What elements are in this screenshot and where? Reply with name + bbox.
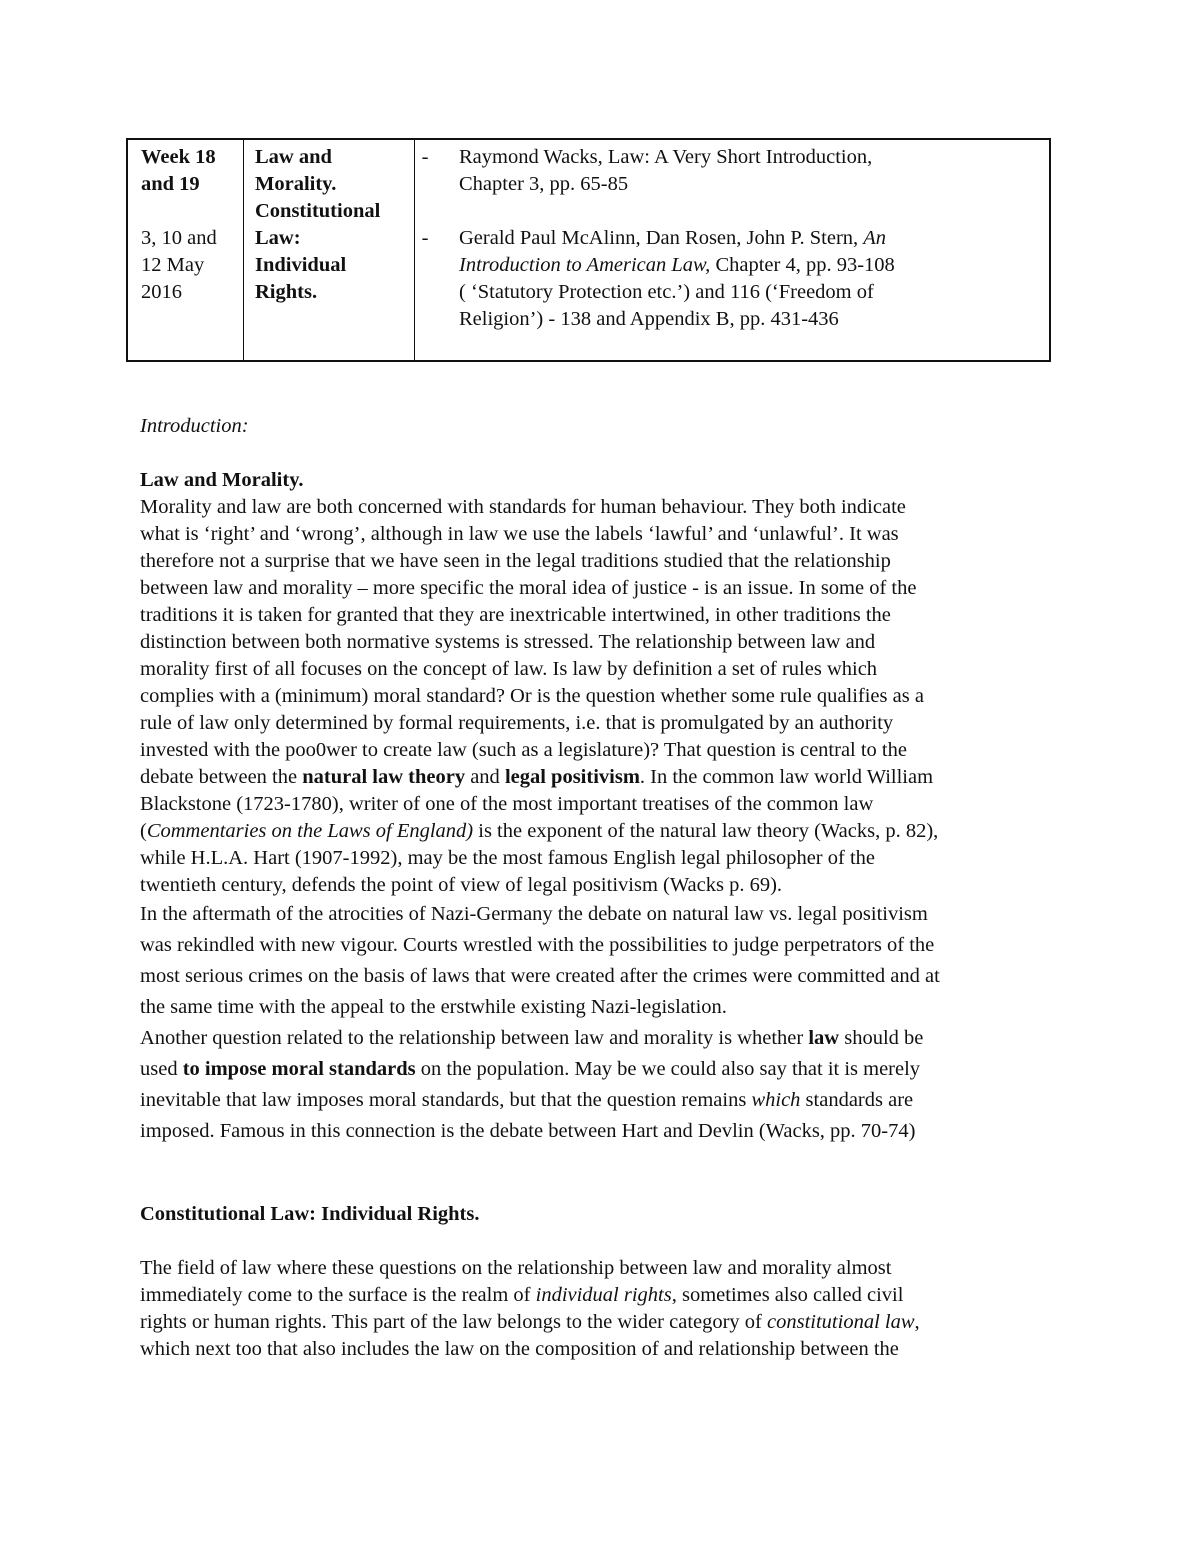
section-heading: Constitutional Law: Individual Rights. [140,1203,480,1225]
text-line: Morality and law are both concerned with standards for human behaviour. They both indicate [140,496,906,518]
topic-line: Morality. [255,173,337,195]
text-line: most serious crimes on the basis of laws that were created after the crimes were committed and at [140,965,940,987]
section-heading: Law and Morality. [140,469,304,491]
reading-text: Chapter 3, pp. 65-85 [459,173,629,195]
text-line: the same time with the appeal to the erstwhile existing Nazi-legislation. [140,996,727,1018]
week-cell [128,140,244,360]
text-line: what is ‘right’ and ‘wrong’, although in law we use the labels ‘lawful’ and ‘unlawful’. It was [140,523,899,545]
week-label: Week 18 [141,146,216,168]
reading-text: ( ‘Statutory Protection etc.’) and 116 (‘Freedom of [459,281,874,303]
text-line: between law and morality – more specific the moral idea of justice - is an issue. In some of the [140,577,917,599]
reading-text: Introduction to American Law, Chapter 4, pp. 93-108 [459,254,895,276]
list-dash: - [421,227,429,249]
text-line: (Commentaries on the Laws of England) is the exponent of the natural law theory (Wacks, p. 82), [140,820,939,842]
topic-line: Rights. [255,281,318,303]
text-line: distinction between both normative systems is stressed. The relationship between law and [140,631,876,653]
paragraph [140,1255,1070,1363]
topic-line: Constitutional [255,200,381,222]
readings-cell [415,140,1049,360]
text-line: while H.L.A. Hart (1907-1992), may be the most famous English legal philosopher of the [140,847,876,869]
text-line: The field of law where these questions on the relationship between law and morality almost [140,1257,892,1279]
text-line: was rekindled with new vigour. Courts wrestled with the possibilities to judge perpetrators of the [140,934,935,956]
topic-line: Law and [255,146,332,168]
reading-item [421,144,1031,198]
week-date: 12 May [141,254,205,276]
text-line: traditions it is taken for granted that they are inextricable intertwined, in other traditions the [140,604,891,626]
intro-label: Introduction: [140,415,249,437]
text-line: therefore not a surprise that we have seen in the legal traditions studied that the relationship [140,550,891,572]
topic-cell [244,140,415,360]
week-date: 2016 [141,281,182,303]
topic-line: Individual [255,254,347,276]
text-line: invested with the poo0wer to create law (such as a legislature)? That question is central to the [140,739,907,761]
text-line: used to impose moral standards on the population. May be we could also say that it is merely [140,1058,921,1080]
text-line: rights or human rights. This part of the law belongs to the wider category of constitutional law, [140,1311,920,1333]
text-line: Another question related to the relationship between law and morality is whether law should be [140,1027,924,1049]
reading-text: Gerald Paul McAlinn, Dan Rosen, John P. Stern, An [459,227,887,249]
text-line: imposed. Famous in this connection is the debate between Hart and Devlin (Wacks, pp. 70-74) [140,1120,916,1142]
text-line: twentieth century, defends the point of view of legal positivism (Wacks p. 69). [140,874,783,896]
week-label: and 19 [141,173,200,195]
reading-item [421,225,1031,333]
text-line: which next too that also includes the law on the composition of and relationship between the [140,1338,899,1360]
reading-text: Religion’) - 138 and Appendix B, pp. 431-436 [459,308,839,330]
paragraph [140,494,1070,899]
list-dash: - [421,146,429,168]
text-line: rule of law only determined by formal requirements, i.e. that is promulgated by an authority [140,712,894,734]
text-line: debate between the natural law theory and legal positivism. In the common law world William [140,766,934,788]
text-line: complies with a (minimum) moral standard? Or is the question whether some rule qualifies as a [140,685,924,707]
week-date: 3, 10 and [141,227,217,249]
text-line: morality first of all focuses on the concept of law. Is law by definition a set of rules which [140,658,878,680]
week-table [126,138,1051,362]
text-line: Blackstone (1723-1780), writer of one of the most important treatises of the common law [140,793,874,815]
paragraph [140,899,1070,1147]
document-body [140,413,1070,1363]
text-line: inevitable that law imposes moral standards, but that the question remains which standards are [140,1089,914,1111]
topic-line: Law: [255,227,301,249]
text-line: immediately come to the surface is the realm of individual rights, sometimes also called civil [140,1284,904,1306]
reading-text: Raymond Wacks, Law: A Very Short Introduction, [459,146,873,168]
text-line: In the aftermath of the atrocities of Nazi-Germany the debate on natural law vs. legal positivism [140,903,928,925]
